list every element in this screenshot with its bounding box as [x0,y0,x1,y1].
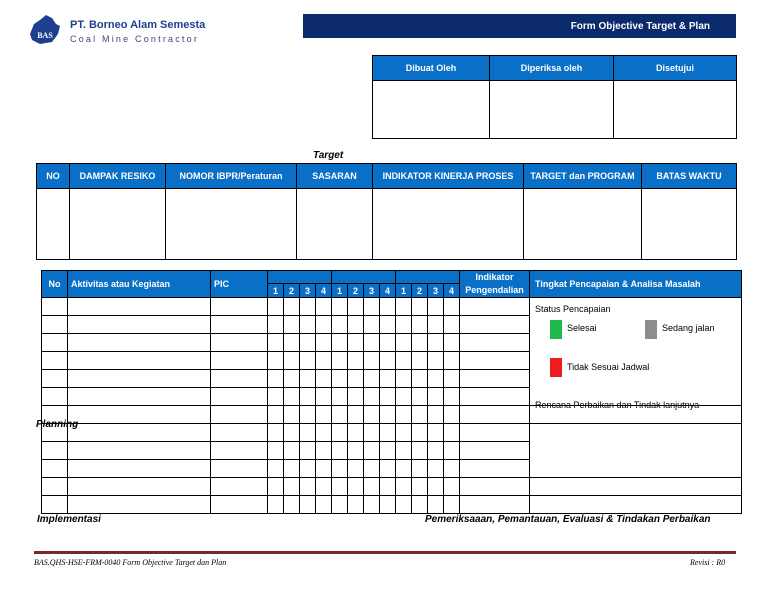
plan-schedule-cell[interactable] [364,424,380,442]
plan-schedule-cell[interactable] [316,370,332,388]
plan-activity-cell[interactable] [68,388,211,406]
plan-indicator-cell[interactable] [460,316,530,334]
target-cell[interactable] [166,189,297,260]
plan-schedule-cell[interactable] [316,388,332,406]
plan-schedule-cell[interactable] [412,460,428,478]
plan-schedule-cell[interactable] [396,334,412,352]
plan-schedule-cell[interactable] [396,442,412,460]
plan-schedule-cell[interactable] [284,370,300,388]
plan-cell[interactable] [444,496,460,514]
plan-row [42,298,742,316]
quarter-number: 2 [348,284,364,298]
plan-schedule-cell[interactable] [396,352,412,370]
plan-schedule-cell[interactable] [300,424,316,442]
plan-table [41,270,742,514]
plan-schedule-cell[interactable] [412,442,428,460]
approval-header-checked: Diperiksa oleh [490,56,614,81]
plan-schedule-cell[interactable] [316,352,332,370]
plan-schedule-cell[interactable] [332,478,348,496]
form-title-bar [303,14,736,38]
analysis-cell[interactable] [530,478,742,496]
plan-schedule-cell[interactable] [364,316,380,334]
plan-schedule-cell[interactable] [268,460,284,478]
plan-schedule-cell[interactable] [396,406,412,424]
target-header-ibpr: NOMOR IBPR/Peraturan [166,164,297,189]
quarter-number: 3 [364,284,380,298]
plan-schedule-cell[interactable] [428,298,444,316]
plan-indicator-cell[interactable] [460,424,530,442]
quarter-number: 2 [284,284,300,298]
footer-divider [34,551,736,554]
plan-pic-cell[interactable] [211,460,268,478]
plan-activity-cell[interactable] [68,334,211,352]
plan-schedule-cell[interactable] [396,298,412,316]
plan-schedule-cell[interactable] [316,424,332,442]
plan-activity-cell[interactable] [68,316,211,334]
plan-schedule-cell[interactable] [364,406,380,424]
plan-cell[interactable] [380,496,396,514]
footer-doc-code: BAS.QHS-HSE-FRM-0040 Form Objective Target dan Plan [34,558,227,567]
plan-indicator-cell[interactable] [460,406,530,424]
plan-schedule-cell[interactable] [284,478,300,496]
plan-schedule-cell[interactable] [444,478,460,496]
plan-schedule-cell[interactable] [332,442,348,460]
plan-schedule-cell[interactable] [268,352,284,370]
plan-schedule-cell[interactable] [364,298,380,316]
plan-activity-cell[interactable] [68,298,211,316]
target-cell[interactable] [70,189,166,260]
plan-cell[interactable] [396,496,412,514]
plan-schedule-cell[interactable] [380,298,396,316]
legend-done-swatch [550,320,562,339]
form-title: Form Objective Target & Plan [570,20,710,32]
plan-schedule-cell[interactable] [380,424,396,442]
status-title: Status Pencapaian [535,304,611,314]
plan-schedule-cell[interactable] [412,424,428,442]
plan-schedule-cell[interactable] [412,478,428,496]
target-header-indicator: INDIKATOR KINERJA PROSES [373,164,524,189]
plan-schedule-cell[interactable] [268,406,284,424]
legend-progress-swatch [645,320,657,339]
plan-schedule-cell[interactable] [396,460,412,478]
plan-schedule-cell[interactable] [300,388,316,406]
quarter-number: 1 [268,284,284,298]
plan-indicator-cell[interactable] [460,298,530,316]
plan-schedule-cell[interactable] [348,370,364,388]
plan-schedule-cell[interactable] [268,388,284,406]
plan-schedule-cell[interactable] [316,460,332,478]
plan-schedule-cell[interactable] [444,460,460,478]
plan-schedule-cell[interactable] [316,316,332,334]
plan-schedule-cell[interactable] [428,442,444,460]
plan-no-cell[interactable] [42,334,68,352]
plan-activity-cell[interactable] [68,352,211,370]
plan-schedule-cell[interactable] [444,388,460,406]
plan-schedule-cell[interactable] [316,298,332,316]
plan-schedule-cell[interactable] [396,424,412,442]
plan-schedule-cell[interactable] [284,316,300,334]
plan-schedule-cell[interactable] [300,370,316,388]
target-cell[interactable] [524,189,642,260]
plan-cell[interactable] [268,496,284,514]
plan-schedule-cell[interactable] [380,352,396,370]
plan-schedule-cell[interactable] [332,460,348,478]
quarter-number: 1 [396,284,412,298]
plan-schedule-cell[interactable] [444,442,460,460]
plan-schedule-cell[interactable] [348,388,364,406]
plan-schedule-cell[interactable] [412,316,428,334]
plan-activity-cell[interactable] [68,370,211,388]
plan-schedule-cell[interactable] [364,334,380,352]
plan-indicator-cell[interactable] [460,334,530,352]
plan-schedule-cell[interactable] [332,424,348,442]
plan-pic-cell[interactable] [211,478,268,496]
plan-activity-cell[interactable] [68,460,211,478]
plan-schedule-cell[interactable] [428,388,444,406]
plan-schedule-cell[interactable] [380,388,396,406]
plan-schedule-cell[interactable] [428,460,444,478]
plan-schedule-cell[interactable] [332,298,348,316]
plan-schedule-cell[interactable] [348,460,364,478]
plan-pic-cell[interactable] [211,298,268,316]
plan-schedule-cell[interactable] [332,352,348,370]
quarter-number: 1 [332,284,348,298]
plan-schedule-cell[interactable] [316,478,332,496]
plan-schedule-cell[interactable] [428,424,444,442]
quarter-number: 3 [428,284,444,298]
plan-no-cell[interactable] [42,298,68,316]
plan-schedule-cell[interactable] [428,370,444,388]
plan-schedule-cell[interactable] [348,406,364,424]
plan-schedule-cell[interactable] [284,388,300,406]
plan-pic-cell[interactable] [211,334,268,352]
target-header-deadline: BATAS WAKTU [642,164,737,189]
plan-cell[interactable] [332,496,348,514]
target-header-risk: DAMPAK RESIKO [70,164,166,189]
target-cell[interactable] [373,189,524,260]
plan-cell[interactable] [300,496,316,514]
plan-indicator-cell[interactable] [460,352,530,370]
plan-schedule-cell[interactable] [444,424,460,442]
target-cell[interactable] [642,189,737,260]
target-cell[interactable] [297,189,373,260]
plan-cell[interactable] [211,496,268,514]
quarter-number: 4 [380,284,396,298]
plan-cell[interactable] [364,496,380,514]
plan-schedule-cell[interactable] [444,370,460,388]
target-cell[interactable] [37,189,70,260]
plan-no-cell[interactable] [42,370,68,388]
plan-schedule-cell[interactable] [300,442,316,460]
target-header-no: NO [37,164,70,189]
plan-schedule-cell[interactable] [444,406,460,424]
plan-schedule-cell[interactable] [332,316,348,334]
plan-schedule-cell[interactable] [444,334,460,352]
plan-schedule-cell[interactable] [300,406,316,424]
plan-schedule-cell[interactable] [380,460,396,478]
plan-schedule-cell[interactable] [268,334,284,352]
signature-box-checked[interactable] [490,81,614,139]
plan-cell[interactable] [412,496,428,514]
legend-done-label: Selesai [567,323,597,333]
plan-indicator-cell[interactable] [460,478,530,496]
plan-activity-cell[interactable] [68,478,211,496]
plan-schedule-cell[interactable] [300,316,316,334]
plan-cell[interactable] [530,496,742,514]
plan-schedule-cell[interactable] [380,334,396,352]
plan-schedule-cell[interactable] [300,298,316,316]
plan-schedule-cell[interactable] [444,316,460,334]
plan-schedule-cell[interactable] [412,406,428,424]
plan-schedule-cell[interactable] [364,478,380,496]
plan-schedule-cell[interactable] [396,478,412,496]
plan-pic-cell[interactable] [211,406,268,424]
plan-schedule-cell[interactable] [316,442,332,460]
plan-no-cell[interactable] [42,460,68,478]
plan-schedule-cell[interactable] [364,460,380,478]
plan-schedule-cell[interactable] [396,370,412,388]
legend-late-label: Tidak Sesuai Jadwal [567,362,650,372]
plan-header-indicator: Indikator Pengendalian [460,271,530,298]
plan-schedule-cell[interactable] [428,316,444,334]
plan-schedule-cell[interactable] [348,298,364,316]
plan-header-quarter-group [268,271,332,284]
plan-cell[interactable] [42,496,68,514]
approval-table [372,55,737,139]
plan-schedule-cell[interactable] [332,406,348,424]
plan-schedule-cell[interactable] [428,352,444,370]
plan-cell[interactable] [428,496,444,514]
plan-activity-cell[interactable] [68,424,211,442]
plan-no-cell[interactable] [42,352,68,370]
company-logo [26,12,64,46]
plan-pic-cell[interactable] [211,442,268,460]
plan-schedule-cell[interactable] [268,478,284,496]
plan-pic-cell[interactable] [211,424,268,442]
plan-no-cell[interactable] [42,388,68,406]
plan-row [42,478,742,496]
plan-schedule-cell[interactable] [364,352,380,370]
plan-cell[interactable] [68,496,211,514]
plan-schedule-cell[interactable] [348,316,364,334]
plan-schedule-cell[interactable] [380,442,396,460]
plan-header-pic: PIC [211,271,268,298]
plan-schedule-cell[interactable] [380,370,396,388]
plan-schedule-cell[interactable] [348,478,364,496]
plan-no-cell[interactable] [42,478,68,496]
plan-schedule-cell[interactable] [444,298,460,316]
plan-schedule-cell[interactable] [316,334,332,352]
plan-cell[interactable] [348,496,364,514]
plan-schedule-cell[interactable] [284,406,300,424]
plan-pic-cell[interactable] [211,316,268,334]
plan-no-cell[interactable] [42,442,68,460]
plan-schedule-cell[interactable] [300,478,316,496]
plan-schedule-cell[interactable] [284,442,300,460]
planning-label: Planning [36,419,79,430]
plan-cell[interactable] [284,496,300,514]
logo-text: BAS [37,31,53,40]
plan-activity-cell[interactable] [68,442,211,460]
plan-schedule-cell[interactable] [364,442,380,460]
quarter-number: 4 [316,284,332,298]
quarter-number: 3 [300,284,316,298]
plan-schedule-cell[interactable] [412,298,428,316]
signature-box-created[interactable] [373,81,490,139]
plan-schedule-cell[interactable] [268,424,284,442]
plan-schedule-cell[interactable] [396,388,412,406]
plan-row [42,496,742,514]
footer-revision: Revisi : R0 [690,558,726,567]
improvement-title: Rencana Perbaikan dan Tindak lanjutnya [535,400,700,410]
plan-schedule-cell[interactable] [300,334,316,352]
plan-schedule-cell[interactable] [348,352,364,370]
legend-progress-label: Sedang jalan [662,323,715,333]
legend-late-swatch [550,358,562,377]
plan-indicator-cell[interactable] [460,370,530,388]
approval-header-created: Dibuat Oleh [373,56,490,81]
plan-pic-cell[interactable] [211,352,268,370]
plan-cell[interactable] [460,496,530,514]
implementation-label: Implementasi [37,514,101,525]
improvement-plan-box[interactable] [530,424,742,478]
plan-schedule-cell[interactable] [380,316,396,334]
plan-schedule-cell[interactable] [316,406,332,424]
plan-activity-cell[interactable] [68,406,211,424]
company-name: PT. Borneo Alam Semesta [70,19,206,31]
plan-schedule-cell[interactable] [332,334,348,352]
plan-schedule-cell[interactable] [332,370,348,388]
plan-schedule-cell[interactable] [284,424,300,442]
quarter-number: 2 [412,284,428,298]
plan-schedule-cell[interactable] [268,316,284,334]
target-header-program: TARGET dan PROGRAM [524,164,642,189]
plan-schedule-cell[interactable] [412,352,428,370]
plan-pic-cell[interactable] [211,370,268,388]
company-tagline: Coal Mine Contractor [70,34,200,44]
plan-schedule-cell[interactable] [268,442,284,460]
plan-header-no: No [42,271,68,298]
plan-header-quarter-group [396,271,460,284]
plan-indicator-cell[interactable] [460,460,530,478]
plan-schedule-cell[interactable] [268,298,284,316]
plan-schedule-cell[interactable] [428,478,444,496]
plan-schedule-cell[interactable] [332,388,348,406]
plan-schedule-cell[interactable] [428,334,444,352]
quarter-number: 4 [444,284,460,298]
target-table [36,163,737,260]
plan-schedule-cell[interactable] [284,334,300,352]
plan-header-quarter-group [332,271,396,284]
plan-no-cell[interactable] [42,316,68,334]
approval-header-approved: Disetujui [614,56,737,81]
plan-header-analysis: Tingkat Pencapaian & Analisa Masalah [530,271,742,298]
plan-schedule-cell[interactable] [284,352,300,370]
plan-schedule-cell[interactable] [300,460,316,478]
plan-schedule-cell[interactable] [412,388,428,406]
plan-schedule-cell[interactable] [348,442,364,460]
plan-schedule-cell[interactable] [364,370,380,388]
plan-schedule-cell[interactable] [412,334,428,352]
plan-schedule-cell[interactable] [348,334,364,352]
plan-schedule-cell[interactable] [284,298,300,316]
plan-indicator-cell[interactable] [460,442,530,460]
review-label: Pemeriksaaan, Pemantauan, Evaluasi & Tindakan Perbaikan [425,514,711,525]
plan-header-activity: Aktivitas atau Kegiatan [68,271,211,298]
plan-pic-cell[interactable] [211,388,268,406]
plan-schedule-cell[interactable] [268,370,284,388]
target-header-objective: SASARAN [297,164,373,189]
plan-schedule-cell[interactable] [380,406,396,424]
signature-box-approved[interactable] [614,81,737,139]
plan-schedule-cell[interactable] [444,352,460,370]
plan-schedule-cell[interactable] [300,352,316,370]
plan-schedule-cell[interactable] [412,370,428,388]
plan-cell[interactable] [316,496,332,514]
target-section-label: Target [313,150,344,161]
plan-schedule-cell[interactable] [396,316,412,334]
plan-schedule-cell[interactable] [380,478,396,496]
plan-indicator-cell[interactable] [460,388,530,406]
plan-schedule-cell[interactable] [348,424,364,442]
plan-schedule-cell[interactable] [284,460,300,478]
plan-row [42,424,742,442]
plan-schedule-cell[interactable] [364,388,380,406]
plan-schedule-cell[interactable] [428,406,444,424]
